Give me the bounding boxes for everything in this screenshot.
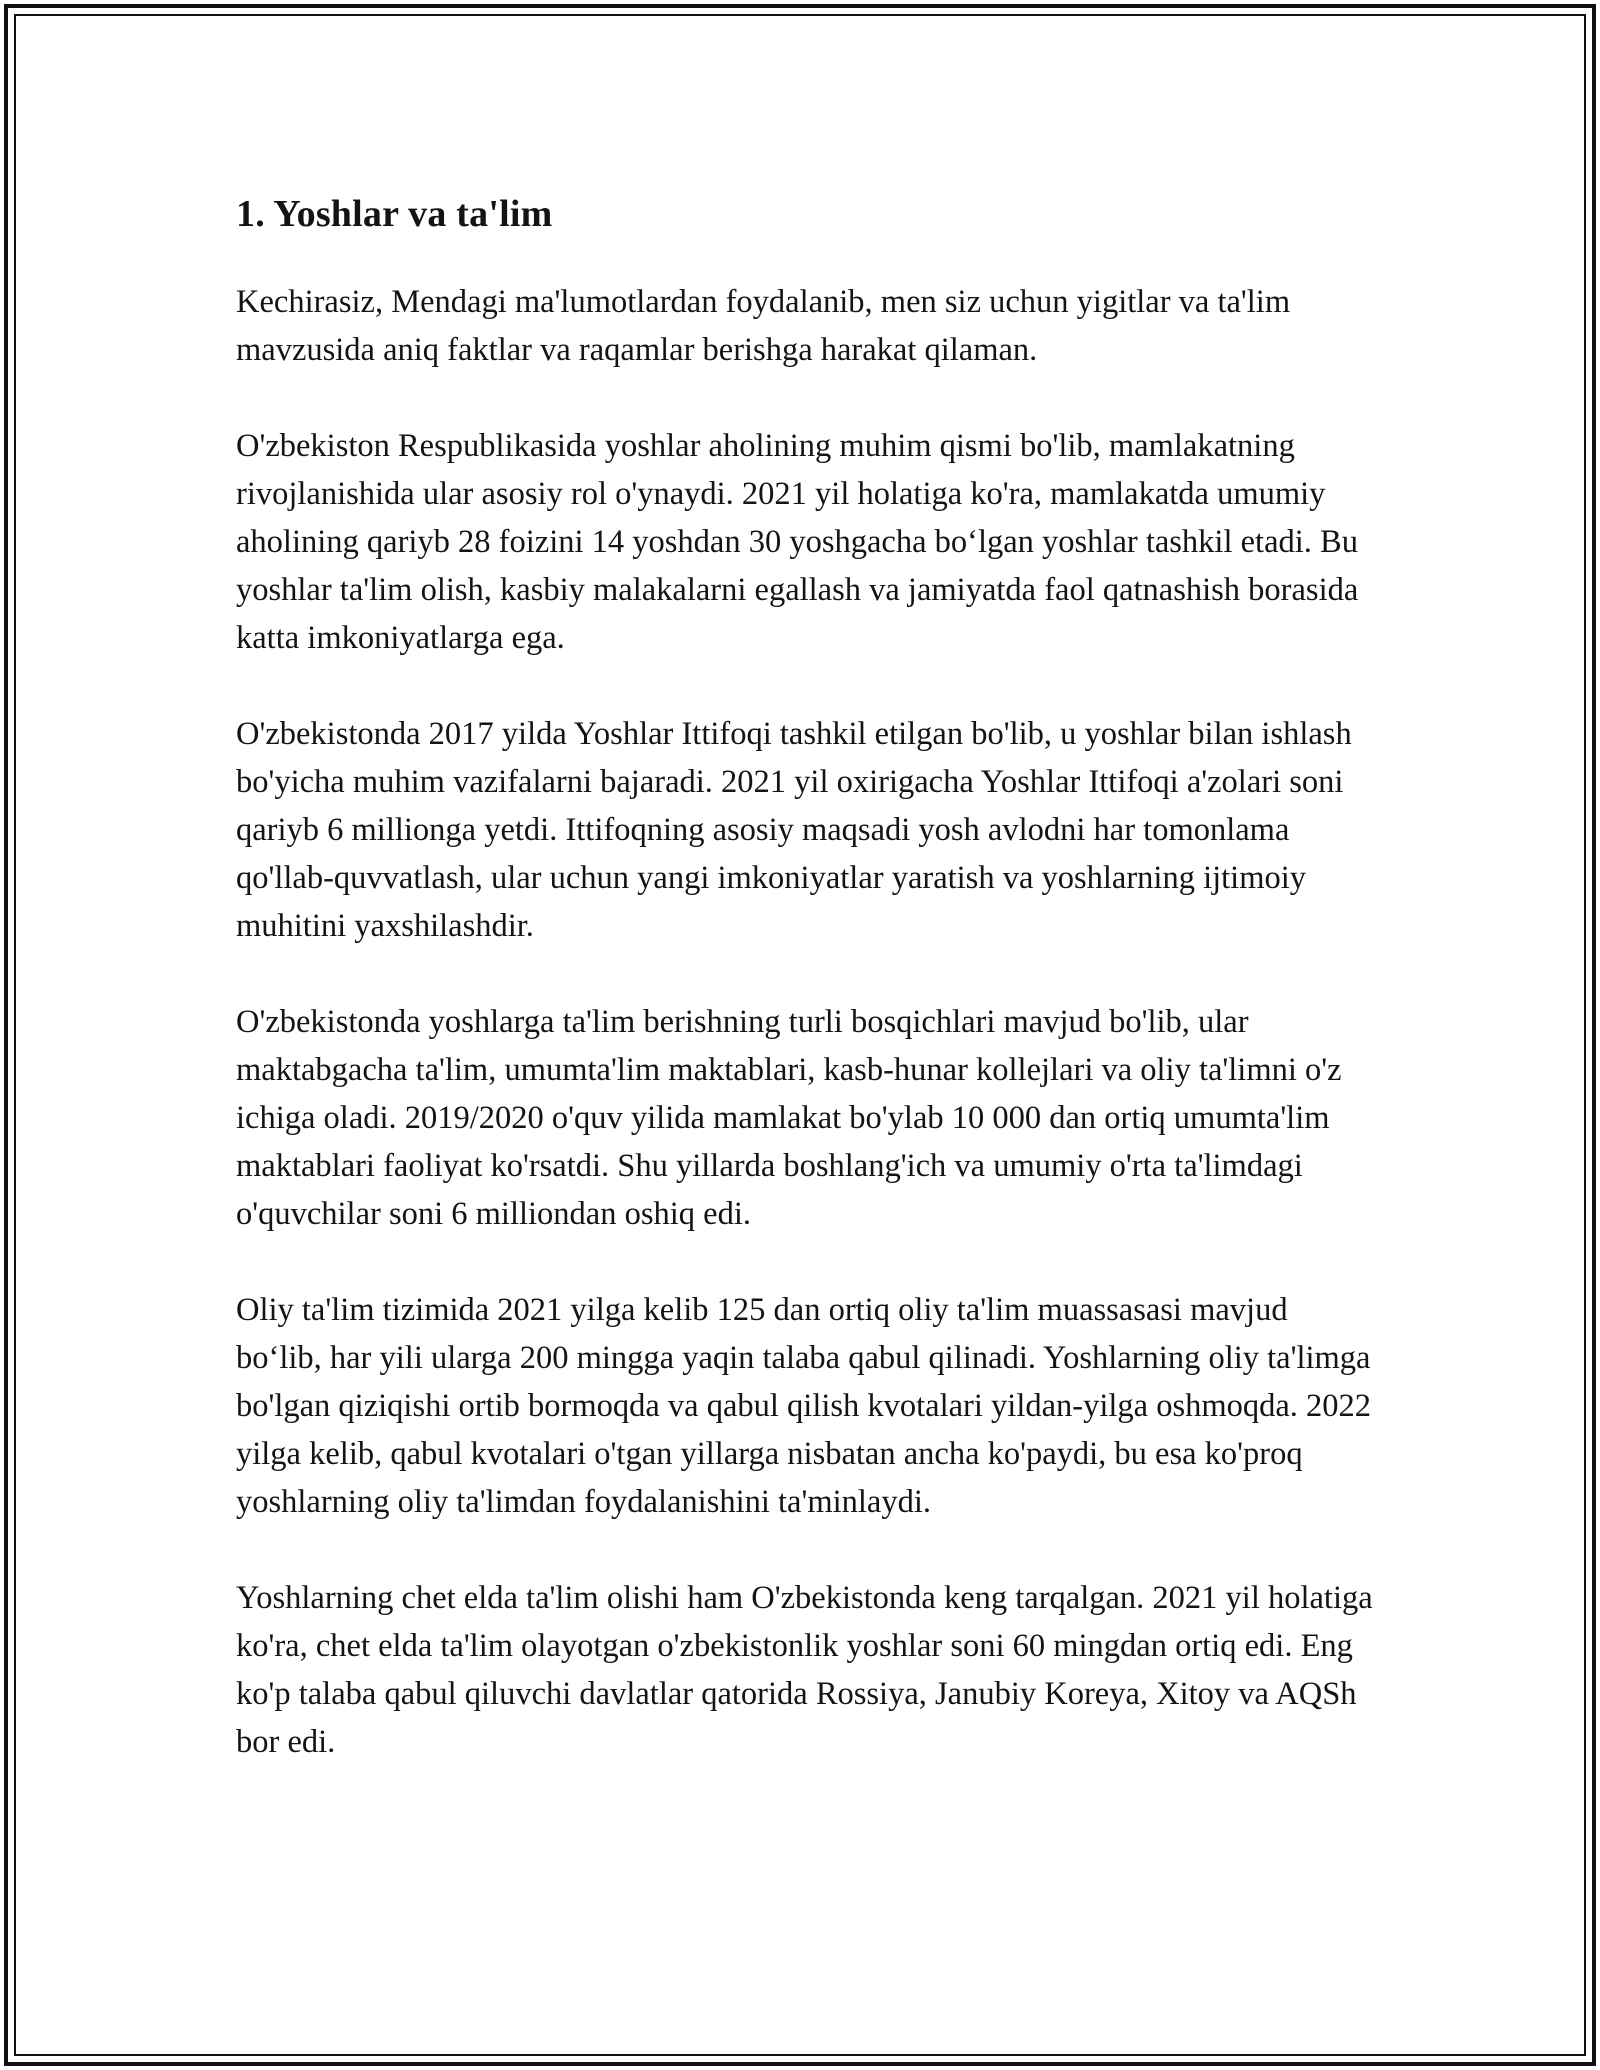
paragraph-study-abroad: Yoshlarning chet elda ta'lim olishi ham O'zbekistonda keng tarqalgan. 2021 yil holatiga ko'ra, chet elda ta'lim olayotgan o'zbekistonlik yoshlar soni 60 mingdan ortiq edi. Eng ko'p talaba qabul qiluvchi davlatlar qatorida Rossiya, Janubiy Koreya, Xitoy va AQSh bor edi. [236, 1580, 1373, 1760]
paragraph-higher-education: Oliy ta'lim tizimida 2021 yilga kelib 125 dan ortiq oliy ta'lim muassasasi mavjud bo‘lib, har yili ularga 200 mingga yaqin talaba qabul qilinadi. Yoshlarning oliy ta'limga bo'lgan qiziqishi ortib bormoqda va qabul qilish kvotalari yildan-yilga oshmoqda. 2022 yilga kelib, qabul kvotalari o'tgan yillarga nisbatan ancha ko'paydi, bu esa ko'proq yoshlarning oliy ta'limdan foydalanishini ta'minlaydi. [236, 1292, 1372, 1520]
section-heading: 1. Yoshlar va ta'lim [236, 193, 553, 235]
paragraph-youth-union: O'zbekistonda 2017 yilda Yoshlar Ittifoqi tashkil etilgan bo'lib, u yoshlar bilan ishlash bo'yicha muhim vazifalarni bajaradi. 2021 yil oxirigacha Yoshlar Ittifoqi a'zolari soni qariyb 6 millionga yetdi. Ittifoqning asosiy maqsadi yosh avlodni har tomonlama qo'llab-quvvatlash, ular uchun yangi imkoniyatlar yaratish va yoshlarning ijtimoiy muhitini yaxshilashdir. [236, 716, 1352, 944]
paragraph-intro: Kechirasiz, Mendagi ma'lumotlardan foydalanib, men siz uchun yigitlar va ta'lim mavzusida aniq faktlar va raqamlar berishga harakat qilaman. [236, 284, 1291, 368]
document-body [236, 182, 1376, 1814]
paragraph-youth-population: O'zbekiston Respublikasida yoshlar aholining muhim qismi bo'lib, mamlakatning rivojlanishida ular asosiy rol o'ynaydi. 2021 yil holatiga ko'ra, mamlakatda umumiy aholining qariyb 28 foizini 14 yoshdan 30 yoshgacha bo‘lgan yoshlar tashkil etadi. Bu yoshlar ta'lim olish, kasbiy malakalarni egallash va jamiyatda faol qatnashish borasida katta imkoniyatlarga ega. [236, 428, 1359, 656]
paragraph-education-stages: O'zbekistonda yoshlarga ta'lim berishning turli bosqichlari mavjud bo'lib, ular maktabgacha ta'lim, umumta'lim maktablari, kasb-hunar kollejlari va oliy ta'limni o'z ichiga oladi. 2019/2020 o'quv yilida mamlakat bo'ylab 10 000 dan ortiq umumta'lim maktablari faoliyat ko'rsatdi. Shu yillarda boshlang'ich va umumiy o'rta ta'limdagi o'quvchilar soni 6 milliondan oshiq edi. [236, 1004, 1342, 1232]
